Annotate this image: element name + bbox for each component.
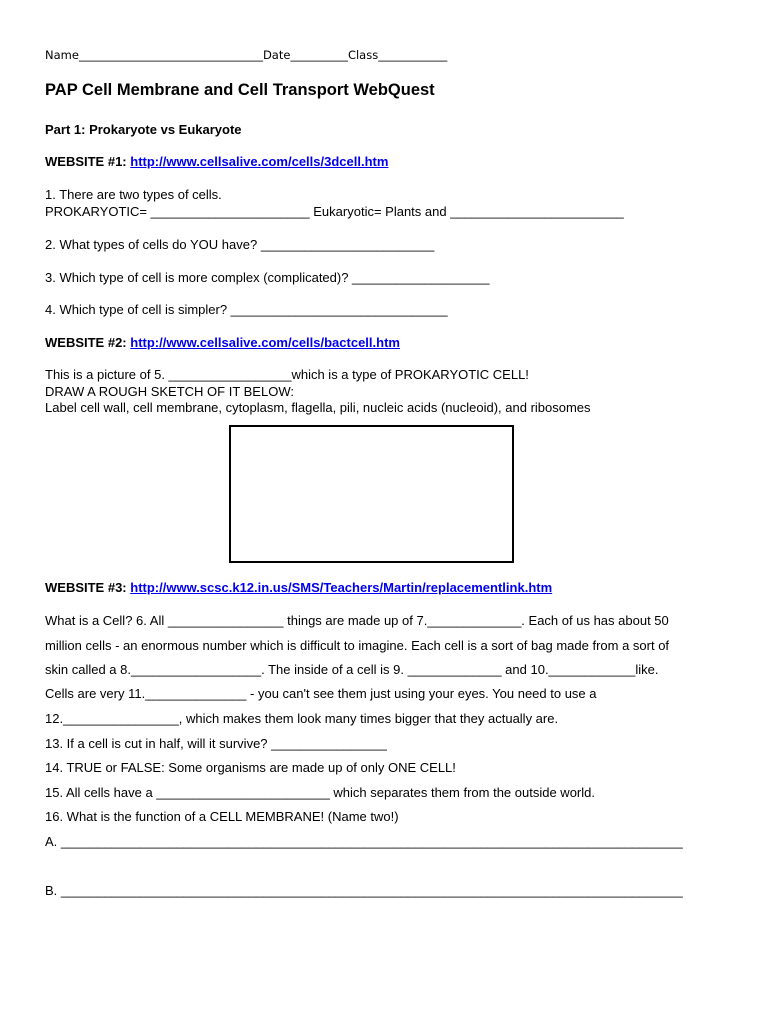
paragraph-line: What is a Cell? 6. All ________________ things are made up of 7._____________. Each of us has about 50 <box>45 613 669 628</box>
question-3: 3. Which type of cell is more complex (complicated)? ___________________ <box>45 270 490 285</box>
question-5-line2: DRAW A ROUGH SKETCH OF IT BELOW: <box>45 384 294 399</box>
page-title: PAP Cell Membrane and Cell Transport WebQuest <box>45 81 435 99</box>
paragraph-line: 12.________________, which makes them look many times bigger that they actually are. <box>45 711 559 726</box>
question-5-line3: Label cell wall, cell membrane, cytoplasm, flagella, pili, nucleic acids (nucleoid), and ribosomes <box>45 400 591 415</box>
name-label: Name <box>45 48 79 62</box>
question-1-line2: PROKARYOTIC= ______________________ Eukaryotic= Plants and ________________________ <box>45 204 624 219</box>
website3-line <box>45 580 552 596</box>
date-label: Date <box>262 48 291 62</box>
question-4: 4. Which type of cell is simpler? ______________________________ <box>45 302 448 317</box>
paragraph-line: million cells - an enormous number which is difficult to imagine. Each cell is a sort of bag made from a sort of <box>45 638 670 653</box>
question-16: 16. What is the function of a CELL MEMBRANE! (Name two!) <box>45 809 399 824</box>
sketch-box[interactable] <box>229 425 514 563</box>
answer-a[interactable]: A. ______________________________________________________________________________________ <box>45 834 683 849</box>
header-line <box>45 47 447 63</box>
website3-link[interactable]: http://www.scsc.k12.in.us/SMS/Teachers/Martin/replacementlink.htm <box>130 580 553 595</box>
question-13: 13. If a cell is cut in half, will it survive? ________________ <box>45 736 387 751</box>
website2-link[interactable]: http://www.cellsalive.com/cells/bactcell.htm <box>130 335 400 350</box>
website1-link[interactable]: http://www.cellsalive.com/cells/3dcell.htm <box>130 154 389 169</box>
question-15: 15. All cells have a ________________________ which separates them from the outside world. <box>45 785 595 800</box>
website3-label: WEBSITE #3: <box>45 580 131 595</box>
website1-label: WEBSITE #1: <box>45 154 131 169</box>
question-2: 2. What types of cells do YOU have? ________________________ <box>45 237 435 252</box>
answer-b[interactable]: B. ______________________________________________________________________________________ <box>45 883 683 898</box>
website1-line <box>45 154 388 170</box>
paragraph-line: Cells are very 11.______________ - you can't see them just using your eyes. You need to use a <box>45 686 597 701</box>
question-5-line1: This is a picture of 5. _________________which is a type of PROKARYOTIC CELL! <box>45 367 529 382</box>
website2-label: WEBSITE #2: <box>45 335 131 350</box>
website2-line <box>45 335 400 351</box>
class-blank[interactable]: ____________ <box>378 48 448 62</box>
part1-heading: Part 1: Prokaryote vs Eukaryote <box>45 122 242 137</box>
name-blank[interactable]: ________________________________ <box>78 48 263 62</box>
question-14: 14. TRUE or FALSE: Some organisms are made up of only ONE CELL! <box>45 760 456 775</box>
class-label: Class <box>347 48 379 62</box>
date-blank[interactable]: __________ <box>290 48 348 62</box>
question-1-line1: 1. There are two types of cells. <box>45 187 222 202</box>
paragraph-line: skin called a 8.__________________. The inside of a cell is 9. _____________ and 10.____________like. <box>45 662 659 677</box>
